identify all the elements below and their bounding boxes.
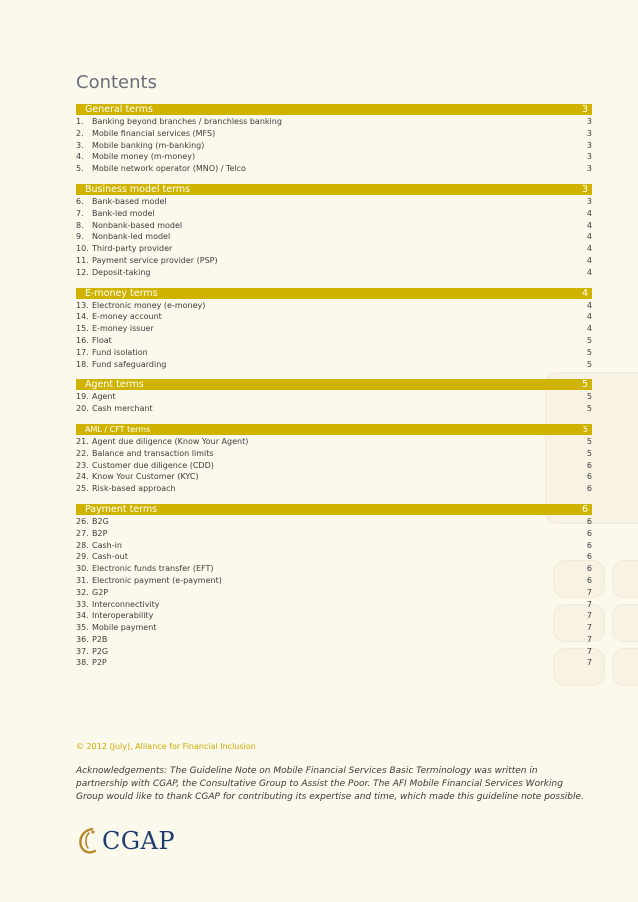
toc-entry-label: G2P: [92, 587, 109, 597]
section-heading-label: E-money terms: [85, 287, 158, 299]
toc-entry[interactable]: [76, 540, 592, 552]
toc-entry-label: Fund isolation: [92, 347, 148, 357]
toc-entry-text: [76, 391, 116, 403]
toc-entry-page: 3: [586, 128, 592, 138]
toc-entry-number: 11.: [76, 255, 89, 265]
toc-entry[interactable]: [76, 335, 592, 347]
toc-entry-number: 2.: [76, 128, 84, 138]
toc-entry[interactable]: [76, 563, 592, 575]
toc-entry-page: 3: [586, 140, 592, 150]
toc-entry-text: [76, 196, 167, 208]
toc-entry-label: Third-party provider: [92, 244, 173, 254]
toc-section: [76, 288, 592, 371]
section-heading[interactable]: [76, 504, 592, 515]
toc-entry-page: 4: [586, 312, 592, 322]
toc-entry-label: Know Your Customer (KYC): [92, 472, 199, 482]
toc-entry-number: 23.: [76, 460, 89, 470]
toc-entry-label: E-money account: [92, 312, 162, 322]
toc-entry[interactable]: [76, 528, 592, 540]
toc-entry-number: 29.: [76, 552, 89, 562]
toc-entry-page: 5: [586, 448, 592, 458]
background-decoration: [612, 648, 638, 686]
toc-entry-page: 5: [586, 359, 592, 369]
toc-entry-label: E-money issuer: [92, 324, 154, 334]
toc-entry-text: [76, 483, 176, 495]
toc-entry[interactable]: [76, 551, 592, 563]
toc-entry-text: [76, 587, 108, 599]
toc-entry-label: Balance and transaction limits: [92, 448, 214, 458]
toc-entry[interactable]: [76, 403, 592, 415]
toc-entry-page: 5: [586, 436, 592, 446]
toc-entry[interactable]: [76, 599, 592, 611]
toc-entry[interactable]: [76, 208, 592, 220]
toc-entry-number: 10.: [76, 244, 89, 254]
toc-entry-number: 18.: [76, 359, 89, 369]
toc-entry-label: Bank-led model: [92, 208, 155, 218]
toc-entry[interactable]: [76, 243, 592, 255]
toc-entry-label: Interconnectivity: [92, 599, 160, 609]
toc-entry-text: [76, 243, 172, 255]
toc-entry-label: Cash merchant: [92, 404, 153, 414]
toc-entry-page: 4: [586, 208, 592, 218]
toc-entry-text: [76, 140, 204, 152]
toc-entry[interactable]: [76, 483, 592, 495]
toc-entry-page: 4: [586, 220, 592, 230]
toc-entry[interactable]: [76, 471, 592, 483]
acknowledgements-text: Acknowledgements: The Guideline Note on Mobile Financial Services Basic Terminology was written in partnership with CGAP, the Consultative Group to Assist the Poor. The AFI Mobile Financial Services Working Group would like to thank CGAP for contributing its expertise and time, which made this guideline note possible.: [76, 766, 584, 802]
toc-entry-page: 5: [586, 404, 592, 414]
toc-entry-number: 12.: [76, 267, 89, 277]
toc-entry-page: 4: [586, 244, 592, 254]
toc-entry-page: 4: [586, 267, 592, 277]
section-heading-label: AML / CFT terms: [85, 424, 151, 434]
toc-entry[interactable]: [76, 220, 592, 232]
toc-section: [76, 504, 592, 669]
toc-entry-text: [76, 311, 162, 323]
toc-entry-page: 3: [586, 164, 592, 174]
toc-entry-text: [76, 300, 205, 312]
toc-entry[interactable]: [76, 622, 592, 634]
toc-entry-text: [76, 563, 214, 575]
toc-entry-page: 3: [586, 196, 592, 206]
toc-entry-number: 16.: [76, 335, 89, 345]
toc-entry-number: 1.: [76, 117, 84, 126]
toc-entry-page: 6: [586, 516, 592, 526]
toc-entry-page: 6: [586, 575, 592, 585]
toc-entry-number: 13.: [76, 300, 89, 310]
toc-entry-page: 6: [586, 460, 592, 470]
toc-entry-text: [76, 460, 214, 472]
toc-entry[interactable]: [76, 587, 592, 599]
toc-entry-text: [76, 323, 154, 335]
toc-entry-label: Cash-in: [92, 540, 122, 550]
toc-entry[interactable]: [76, 448, 592, 460]
toc-entry-page: 7: [586, 611, 592, 621]
toc-entry-page: 6: [586, 564, 592, 574]
copyright-notice: © 2012 (July), Alliance for Financial Inclusion: [76, 742, 256, 751]
toc-entry-page: 4: [586, 255, 592, 265]
toc-entry[interactable]: [76, 231, 592, 243]
section-heading-label: Agent terms: [85, 379, 144, 391]
toc-entry-text: [76, 528, 107, 540]
toc-entry-label: Electronic payment (e-payment): [92, 575, 222, 585]
toc-entry-text: [76, 540, 122, 552]
toc-entry[interactable]: [76, 516, 592, 528]
toc-section: [76, 424, 592, 495]
toc-entry-text: [76, 646, 108, 658]
toc-entry-text: [76, 657, 107, 669]
toc-entry[interactable]: [76, 311, 592, 323]
toc-entry-number: 34.: [76, 611, 89, 621]
toc-entry-page: 7: [586, 587, 592, 597]
toc-entry-number: 27.: [76, 528, 89, 538]
toc-entry-text: [76, 622, 156, 634]
toc-entry[interactable]: [76, 634, 592, 646]
toc-entry-label: Bank-based model: [92, 196, 167, 206]
toc-entry-page: 6: [586, 540, 592, 550]
toc-entry-number: 32.: [76, 587, 89, 597]
toc-entry-number: 31.: [76, 575, 89, 585]
toc-entry-number: 17.: [76, 347, 89, 357]
toc-entry-text: [76, 634, 107, 646]
section-heading[interactable]: [76, 424, 592, 435]
toc-entry-page: 7: [586, 599, 592, 609]
toc-entry-number: 6.: [76, 196, 84, 206]
toc-entry[interactable]: [76, 646, 592, 658]
logo-text: CGAP: [102, 827, 176, 855]
toc-entry-number: 37.: [76, 646, 89, 656]
toc-entry-label: B2P: [92, 528, 108, 538]
toc-entry-label: Agent: [92, 392, 116, 402]
toc-entry-text: [76, 231, 170, 243]
toc-entry-text: [76, 448, 214, 460]
toc-entry-label: Mobile payment: [92, 623, 157, 633]
toc-entry-number: 3.: [76, 140, 84, 150]
toc-entry-number: 8.: [76, 220, 84, 230]
toc-entry-page: 6: [586, 472, 592, 482]
toc-entry-text: [76, 551, 128, 563]
toc-entry[interactable]: [76, 323, 592, 335]
toc-entry-number: 9.: [76, 232, 84, 242]
toc-entry-number: 26.: [76, 516, 89, 526]
toc-entry-label: Float: [92, 335, 112, 345]
toc-entry-text: [76, 436, 248, 448]
toc-entry[interactable]: [76, 359, 592, 371]
toc-entry-number: 36.: [76, 634, 89, 644]
toc-entry-number: 21.: [76, 436, 89, 446]
toc-entry[interactable]: [76, 140, 592, 152]
toc-entry-text: [76, 163, 246, 175]
section-heading[interactable]: [76, 184, 592, 195]
toc-entry-text: [76, 610, 153, 622]
toc-entry[interactable]: [76, 436, 592, 448]
toc-entry-page: 7: [586, 623, 592, 633]
toc-entry-page: 7: [586, 634, 592, 644]
section-heading-page: 4: [581, 287, 588, 299]
section-heading-page: 3: [581, 104, 588, 115]
toc-entry-page: 4: [586, 300, 592, 310]
section-heading-label: General terms: [85, 104, 153, 115]
cgap-logo: [76, 826, 175, 856]
background-decoration: [612, 560, 638, 598]
toc-entry-label: Nonbank-led model: [92, 232, 171, 242]
toc-entry-label: Nonbank-based model: [92, 220, 183, 230]
toc-entry-text: [76, 208, 155, 220]
section-heading-page: 3: [581, 183, 588, 195]
toc-entry-text: [76, 471, 199, 483]
section-heading[interactable]: [76, 379, 592, 390]
toc-entry-number: 14.: [76, 312, 89, 322]
section-heading[interactable]: [76, 288, 592, 299]
section-heading-page: 6: [581, 503, 588, 515]
toc-entry-number: 33.: [76, 599, 89, 609]
toc-entry-number: 19.: [76, 392, 89, 402]
toc-entry[interactable]: [76, 151, 592, 163]
section-heading-page: 5: [582, 424, 588, 434]
toc-entry-label: Payment service provider (PSP): [92, 255, 218, 265]
toc-entry-label: Interoperability: [92, 611, 154, 621]
toc-entry-label: Electronic money (e-money): [92, 300, 206, 310]
section-heading-label: Payment terms: [85, 503, 158, 515]
toc-entry[interactable]: [76, 460, 592, 472]
toc-entry-page: 7: [586, 646, 592, 656]
toc-entry-label: P2G: [92, 646, 109, 656]
toc-entry-number: 20.: [76, 404, 89, 414]
toc-entry-label: Agent due diligence (Know Your Agent): [92, 436, 249, 446]
toc-entry-page: 5: [586, 347, 592, 357]
toc-entry-number: 35.: [76, 623, 89, 633]
section-heading[interactable]: [76, 104, 592, 115]
toc-entry-text: [76, 116, 282, 128]
toc-entry-text: [76, 359, 166, 371]
toc-entry-label: Deposit-taking: [92, 267, 151, 277]
toc-entry-label: Mobile money (m-money): [92, 152, 196, 162]
toc-entry-text: [76, 267, 151, 279]
toc-entry[interactable]: [76, 347, 592, 359]
toc-entry-label: Cash-out: [92, 552, 128, 562]
toc-entry-number: 25.: [76, 484, 89, 494]
toc-entry[interactable]: [76, 116, 592, 128]
toc-entry[interactable]: [76, 300, 592, 312]
toc-entry-label: Mobile banking (m-banking): [92, 140, 205, 150]
toc-entry-text: [76, 151, 195, 163]
toc-entry-text: [76, 255, 218, 267]
toc-entry-text: [76, 128, 215, 140]
toc-entry-text: [76, 403, 153, 415]
toc-entry-page: 7: [586, 658, 592, 668]
toc-entry-text: [76, 575, 222, 587]
table-of-contents: [76, 104, 592, 678]
toc-entry[interactable]: [76, 196, 592, 208]
toc-entry-page: 6: [586, 528, 592, 538]
toc-entry-page: 6: [586, 552, 592, 562]
toc-entry-label: Banking beyond branches / branchless banking: [92, 117, 282, 126]
toc-entry-label: Mobile network operator (MNO) / Telco: [92, 164, 246, 174]
toc-entry-number: 22.: [76, 448, 89, 458]
toc-entry-label: B2G: [92, 516, 109, 526]
toc-entry-label: Fund safeguarding: [92, 359, 167, 369]
toc-entry-label: P2P: [92, 658, 107, 668]
toc-entry-text: [76, 335, 112, 347]
toc-entry[interactable]: [76, 610, 592, 622]
toc-entry-text: [76, 599, 160, 611]
toc-entry-label: Customer due diligence (CDD): [92, 460, 214, 470]
toc-entry[interactable]: [76, 657, 592, 669]
toc-entry-text: [76, 347, 148, 359]
toc-entry[interactable]: [76, 128, 592, 140]
toc-entry-number: 30.: [76, 564, 89, 574]
toc-entry-number: 28.: [76, 540, 89, 550]
toc-entry-page: 4: [586, 324, 592, 334]
toc-entry-page: 3: [586, 117, 592, 126]
toc-entry-page: 5: [586, 392, 592, 402]
toc-entry-page: 6: [586, 484, 592, 494]
toc-entry[interactable]: [76, 255, 592, 267]
toc-entry-text: [76, 220, 182, 232]
toc-entry-number: 38.: [76, 658, 89, 668]
toc-entry-number: 24.: [76, 472, 89, 482]
toc-entry-number: 15.: [76, 324, 89, 334]
toc-entry-number: 5.: [76, 164, 84, 174]
toc-entry-label: P2B: [92, 634, 108, 644]
toc-entry-label: Risk-based approach: [92, 484, 176, 494]
toc-entry[interactable]: [76, 163, 592, 175]
toc-section: [76, 104, 592, 175]
page-title: Contents: [76, 72, 157, 93]
toc-entry-text: [76, 516, 109, 528]
toc-section: [76, 379, 592, 415]
toc-entry-label: Electronic funds transfer (EFT): [92, 564, 214, 574]
toc-entry-page: 4: [586, 232, 592, 242]
toc-entry[interactable]: [76, 575, 592, 587]
section-heading-label: Business model terms: [85, 183, 191, 195]
cgap-swirl-icon: [76, 826, 100, 856]
toc-entry-page: 5: [586, 335, 592, 345]
section-heading-page: 5: [581, 379, 588, 391]
background-decoration: [612, 604, 638, 642]
toc-entry-page: 3: [586, 152, 592, 162]
toc-entry[interactable]: [76, 391, 592, 403]
toc-entry-label: Mobile financial services (MFS): [92, 128, 216, 138]
toc-entry[interactable]: [76, 267, 592, 279]
toc-entry-number: 4.: [76, 152, 84, 162]
toc-section: [76, 184, 592, 279]
toc-entry-number: 7.: [76, 208, 84, 218]
